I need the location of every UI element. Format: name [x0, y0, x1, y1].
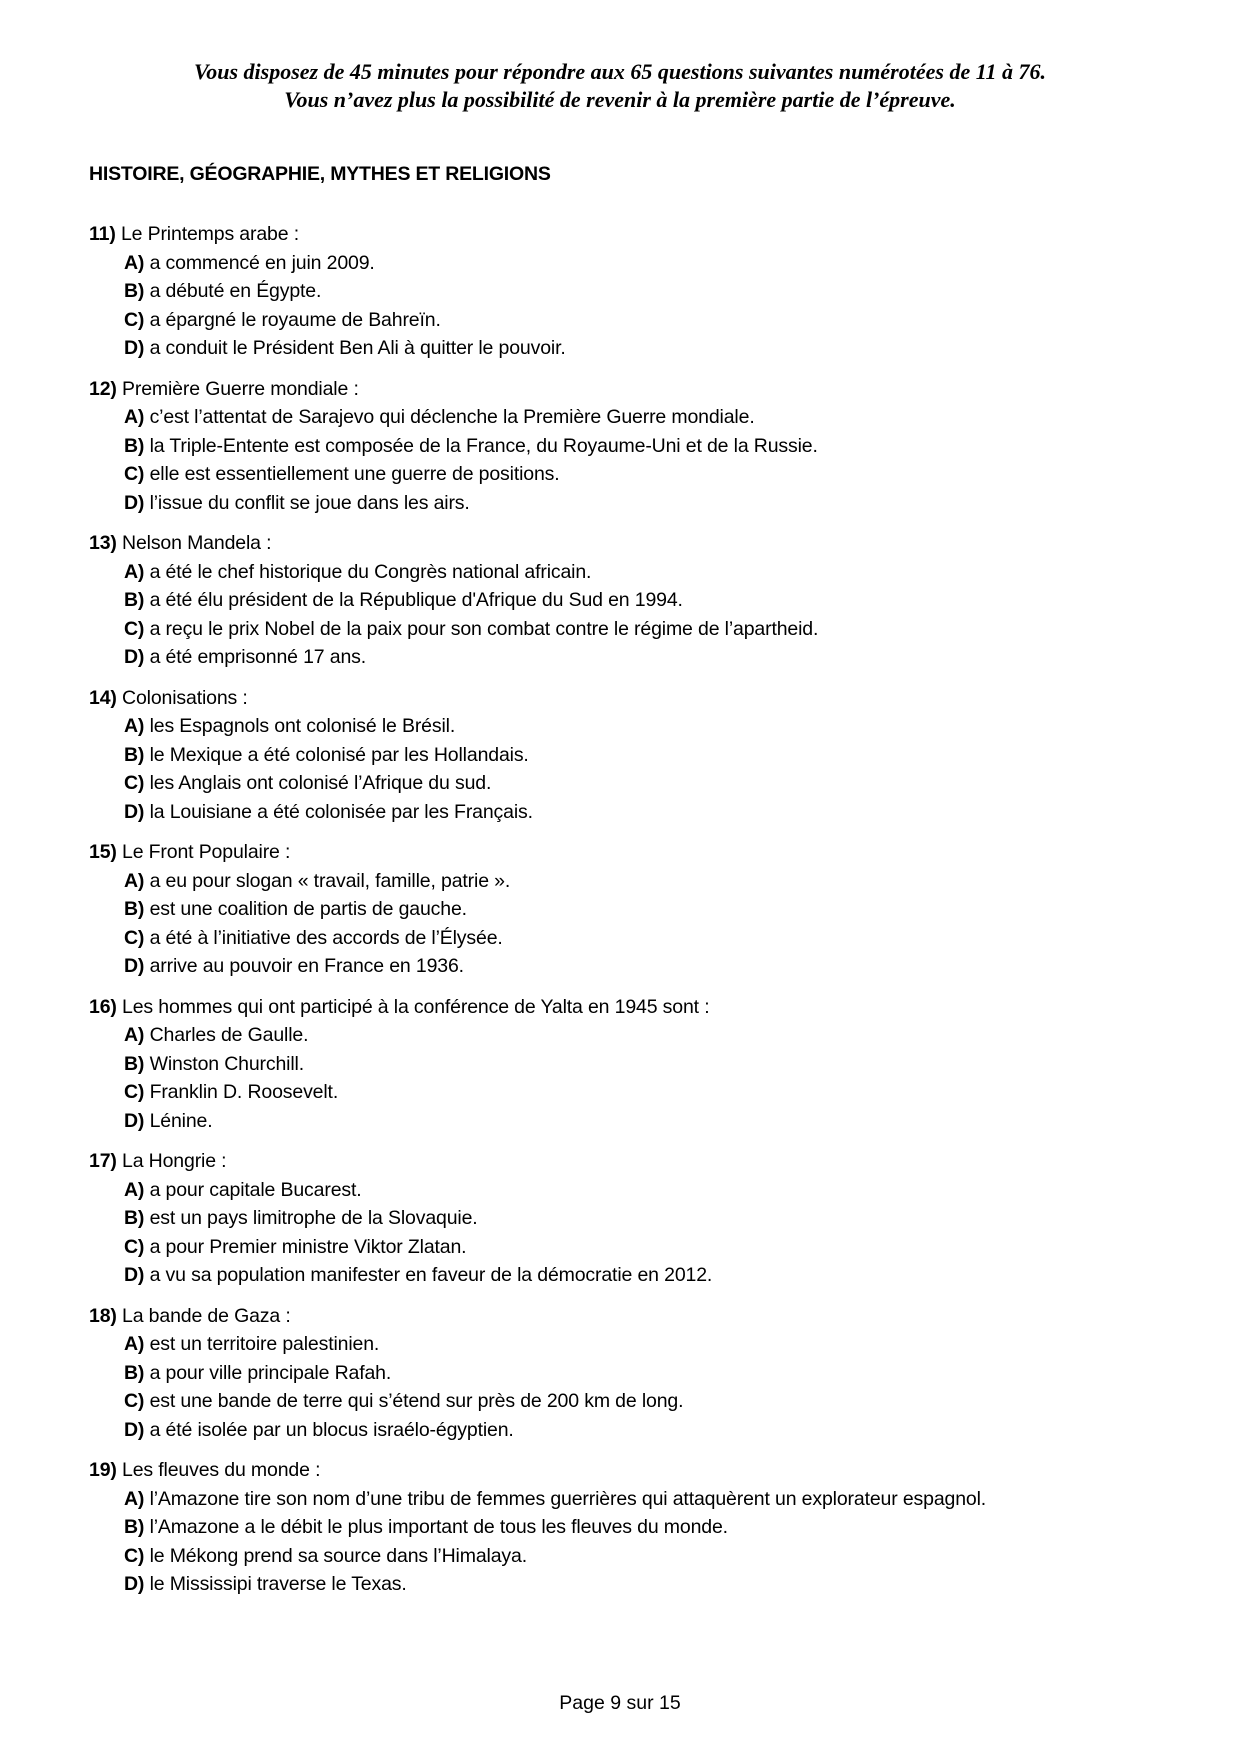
question-number: 16) — [89, 995, 117, 1018]
question-text: Le Front Populaire : — [122, 841, 291, 863]
question-stem — [89, 529, 1189, 558]
answer-option — [124, 615, 1189, 644]
answer-text: a été à l’initiative des accords de l’Élysée. — [149, 926, 503, 949]
answer-text: la Louisiane a été colonisée par les Français. — [149, 800, 533, 823]
answer-option — [124, 952, 1189, 981]
answer-letter: A) — [124, 560, 145, 583]
question-stem — [89, 375, 1189, 404]
answer-option — [124, 277, 1189, 306]
answer-text: a débuté en Égypte. — [149, 280, 322, 302]
answer-letter: C) — [124, 463, 145, 485]
question-stem — [89, 1147, 1189, 1176]
question-text: Colonisations : — [122, 686, 248, 709]
answer-list — [89, 1176, 1189, 1290]
answer-option — [124, 1261, 1189, 1290]
answer-option — [124, 1176, 1189, 1205]
question-12 — [89, 375, 1189, 518]
question-number: 15) — [89, 841, 117, 863]
answer-letter: D) — [124, 1264, 145, 1286]
question-list — [89, 220, 1189, 1611]
answer-text: l’Amazone a le débit le plus important de tous les fleuves du monde. — [149, 1516, 728, 1538]
answer-option — [124, 1416, 1189, 1445]
answer-letter: C) — [124, 772, 145, 794]
question-number: 12) — [89, 377, 117, 400]
answer-option — [124, 741, 1189, 770]
question-stem — [89, 220, 1189, 249]
answer-option — [124, 460, 1189, 489]
answer-option — [124, 1387, 1189, 1416]
answer-letter: D) — [124, 955, 145, 977]
answer-text: a conduit le Président Ben Ali à quitter le pouvoir. — [149, 337, 566, 359]
answer-letter: C) — [124, 926, 145, 949]
answer-option — [124, 432, 1189, 461]
answer-text: l’Amazone tire son nom d’une tribu de femmes guerrières qui attaquèrent un explorateur espagnol. — [149, 1487, 987, 1510]
answer-list — [89, 1330, 1189, 1444]
answer-list — [89, 558, 1189, 672]
question-stem — [89, 1456, 1189, 1485]
instructions-line-1: Vous disposez de 45 minutes pour répondre aux 65 questions suivantes numérotées de 11 à 76. — [193, 59, 1046, 84]
answer-letter: A) — [124, 406, 145, 428]
answer-letter: B) — [124, 280, 145, 302]
answer-text: le Mexique a été colonisé par les Hollandais. — [149, 743, 529, 766]
question-text: Première Guerre mondiale : — [122, 377, 359, 400]
question-18 — [89, 1302, 1189, 1445]
answer-text: est une bande de terre qui s’étend sur près de 200 km de long. — [149, 1390, 684, 1412]
answer-text: a été le chef historique du Congrès national africain. — [149, 560, 592, 583]
question-stem — [89, 684, 1189, 713]
answer-option — [124, 334, 1189, 363]
question-15 — [89, 838, 1189, 981]
answer-text: les Espagnols ont colonisé le Brésil. — [149, 715, 456, 737]
answer-option — [124, 306, 1189, 335]
answer-option — [124, 1204, 1189, 1233]
answer-option — [124, 403, 1189, 432]
answer-list — [89, 867, 1189, 981]
question-14 — [89, 684, 1189, 827]
answer-option — [124, 1570, 1189, 1599]
answer-text: a été emprisonné 17 ans. — [149, 646, 367, 668]
answer-text: Lénine. — [149, 1109, 213, 1132]
answer-text: a eu pour slogan « travail, famille, patrie ». — [149, 869, 511, 892]
answer-text: la Triple-Entente est composée de la France, du Royaume-Uni et de la Russie. — [149, 434, 818, 457]
answer-letter: D) — [124, 800, 145, 823]
answer-option — [124, 712, 1189, 741]
instructions — [0, 58, 1240, 114]
answer-text: a épargné le royaume de Bahreïn. — [149, 308, 441, 331]
answer-letter: C) — [124, 617, 145, 640]
answer-letter: B) — [124, 898, 145, 920]
answer-option — [124, 924, 1189, 953]
answer-text: est un territoire palestinien. — [149, 1333, 380, 1355]
answer-text: a été isolée par un blocus israélo-égyptien. — [149, 1418, 514, 1441]
answer-text: Winston Churchill. — [149, 1052, 304, 1075]
answer-text: le Mississipi traverse le Texas. — [149, 1573, 407, 1595]
answer-letter: B) — [124, 434, 145, 457]
answer-list — [89, 712, 1189, 826]
answer-text: arrive au pouvoir en France en 1936. — [149, 955, 464, 977]
answer-option — [124, 1542, 1189, 1571]
answer-text: a reçu le prix Nobel de la paix pour son combat contre le régime de l’apartheid. — [149, 617, 819, 640]
answer-text: a pour capitale Bucarest. — [149, 1178, 362, 1201]
question-number: 13) — [89, 532, 117, 554]
answer-option — [124, 1078, 1189, 1107]
question-stem — [89, 838, 1189, 867]
answer-letter: C) — [124, 1544, 145, 1567]
answer-option — [124, 867, 1189, 896]
instructions-line-2: Vous n’avez plus la possibilité de revenir à la première partie de l’épreuve. — [284, 87, 956, 112]
page-number: Page 9 sur 15 — [559, 1692, 681, 1714]
answer-letter: A) — [124, 1178, 145, 1201]
answer-option — [124, 489, 1189, 518]
answer-option — [124, 769, 1189, 798]
answer-text: est une coalition de partis de gauche. — [149, 898, 467, 920]
answer-option — [124, 558, 1189, 587]
answer-text: a commencé en juin 2009. — [149, 251, 375, 274]
answer-letter: D) — [124, 646, 145, 668]
question-number: 11) — [89, 223, 116, 245]
answer-letter: A) — [124, 715, 145, 737]
answer-letter: B) — [124, 589, 145, 611]
answer-text: le Mékong prend sa source dans l’Himalaya. — [149, 1544, 527, 1567]
question-19 — [89, 1456, 1189, 1599]
answer-letter: A) — [124, 1024, 145, 1046]
answer-letter: B) — [124, 1516, 145, 1538]
answer-text: Franklin D. Roosevelt. — [149, 1081, 339, 1103]
question-text: La bande de Gaza : — [122, 1304, 291, 1327]
question-number: 14) — [89, 686, 117, 709]
answer-letter: A) — [124, 1487, 145, 1510]
answer-option — [124, 643, 1189, 672]
answer-option — [124, 798, 1189, 827]
answer-option — [124, 1359, 1189, 1388]
question-text: Le Printemps arabe : — [120, 223, 299, 245]
answer-text: a pour ville principale Rafah. — [149, 1361, 392, 1384]
answer-text: elle est essentiellement une guerre de positions. — [149, 463, 560, 485]
answer-option — [124, 1021, 1189, 1050]
answer-letter: A) — [124, 1333, 145, 1355]
answer-letter: D) — [124, 337, 145, 359]
answer-option — [124, 1233, 1189, 1262]
answer-text: a pour Premier ministre Viktor Zlatan. — [149, 1235, 467, 1258]
answer-option — [124, 1330, 1189, 1359]
answer-text: est un pays limitrophe de la Slovaquie. — [149, 1207, 478, 1229]
answer-letter: B) — [124, 1207, 145, 1229]
answer-option — [124, 1107, 1189, 1136]
question-17 — [89, 1147, 1189, 1290]
answer-option — [124, 1485, 1189, 1514]
answer-option — [124, 1513, 1189, 1542]
answer-text: a été élu président de la République d'Afrique du Sud en 1994. — [149, 589, 683, 611]
answer-letter: D) — [124, 491, 145, 514]
answer-letter: D) — [124, 1109, 145, 1132]
answer-letter: C) — [124, 1390, 145, 1412]
question-11 — [89, 220, 1189, 363]
question-number: 18) — [89, 1304, 117, 1327]
answer-letter: D) — [124, 1418, 145, 1441]
question-text: Les hommes qui ont participé à la conférence de Yalta en 1945 sont : — [122, 995, 710, 1018]
question-13 — [89, 529, 1189, 672]
section-title: HISTOIRE, GÉOGRAPHIE, MYTHES ET RELIGIONS — [89, 163, 551, 185]
answer-letter: C) — [124, 308, 145, 331]
question-number: 19) — [89, 1459, 117, 1481]
question-text: Les fleuves du monde : — [122, 1459, 321, 1481]
answer-list — [89, 1021, 1189, 1135]
answer-letter: B) — [124, 1361, 145, 1384]
answer-list — [89, 249, 1189, 363]
answer-letter: B) — [124, 743, 145, 766]
answer-letter: C) — [124, 1081, 145, 1103]
answer-letter: A) — [124, 869, 145, 892]
answer-option — [124, 895, 1189, 924]
question-text: Nelson Mandela : — [122, 532, 272, 554]
question-stem — [89, 1302, 1189, 1331]
question-number: 17) — [89, 1150, 117, 1172]
answer-text: a vu sa population manifester en faveur de la démocratie en 2012. — [149, 1264, 713, 1286]
answer-option — [124, 586, 1189, 615]
answer-text: l’issue du conflit se joue dans les airs. — [149, 491, 470, 514]
answer-text: les Anglais ont colonisé l’Afrique du sud. — [149, 772, 492, 794]
answer-text: Charles de Gaulle. — [149, 1024, 309, 1046]
answer-option — [124, 1050, 1189, 1079]
answer-option — [124, 249, 1189, 278]
question-text: La Hongrie : — [122, 1150, 227, 1172]
answer-letter: A) — [124, 251, 145, 274]
answer-letter: D) — [124, 1573, 145, 1595]
answer-letter: C) — [124, 1235, 145, 1258]
answer-list — [89, 1485, 1189, 1599]
question-16 — [89, 993, 1189, 1136]
question-stem — [89, 993, 1189, 1022]
answer-text: c’est l’attentat de Sarajevo qui déclenche la Première Guerre mondiale. — [149, 406, 755, 428]
answer-list — [89, 403, 1189, 517]
answer-letter: B) — [124, 1052, 145, 1075]
